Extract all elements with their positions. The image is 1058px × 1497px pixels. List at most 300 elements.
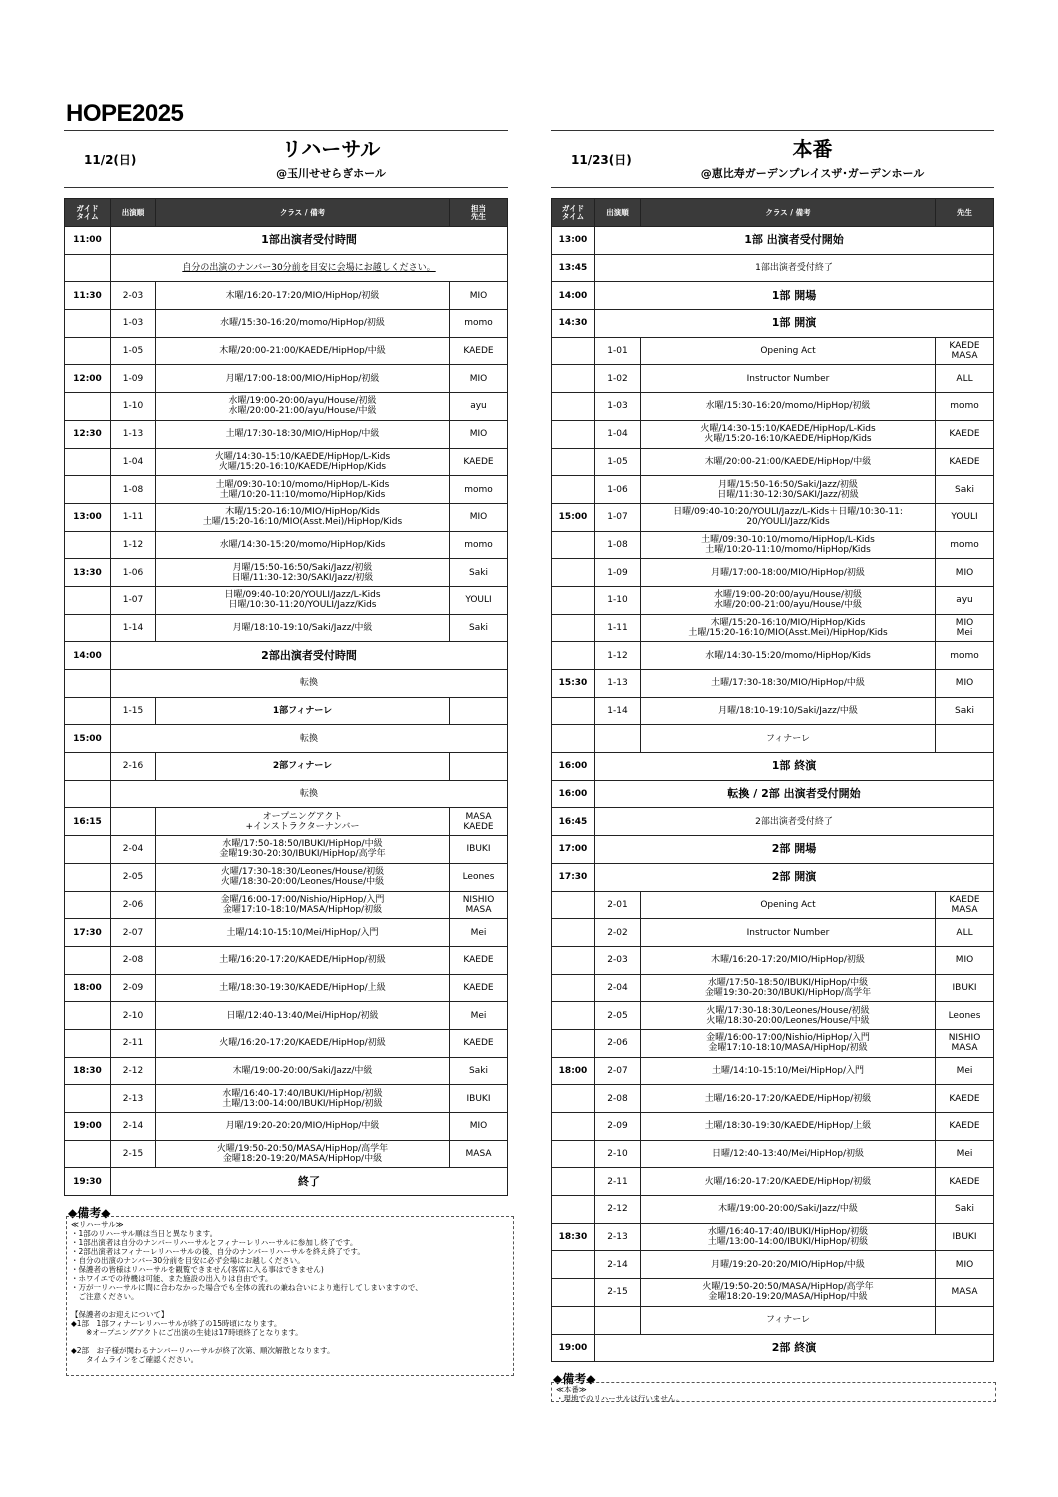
order-cell: 1-09 (111, 365, 156, 393)
table-row (65, 697, 508, 725)
table-row (65, 337, 508, 365)
order-cell: 1-04 (595, 420, 641, 448)
class-cell: 木曜/15:20-16:10/MIO/HipHop/Kids 土曜/15:20-16:10/MIO(Asst.Mei)/HipHop/Kids (156, 503, 450, 531)
class-cell: 火曜/14:30-15:10/KAEDE/HipHop/L-Kids 火曜/15:20-16:10/KAEDE/HipHop/Kids (641, 420, 936, 448)
table-row (65, 310, 508, 338)
teacher-cell: MIO (936, 670, 994, 698)
class-cell: 木曜/16:20-17:20/MIO/HipHop/初級 (156, 282, 450, 310)
teacher-cell: MIO (450, 420, 508, 448)
table-row (65, 642, 508, 670)
class-cell: 水曜/17:50-18:50/IBUKI/HipHop/中級 金曜19:30-20:30/IBUKI/HipHop/高学年 (641, 974, 936, 1002)
class-cell: 火曜/16:20-17:20/KAEDE/HipHop/初級 (641, 1168, 936, 1196)
table-row (65, 282, 508, 310)
rehearsal-notes: ≪リハーサル≫ ・1部のリハーサル順は当日と異なります。 ・1部出演者は自分のナンバーリハーサルとフィナーレリハーサルに参加し終了です。 ・2部出演者はフィナーレリハーサルの後、自分のナンバーリハーサルを終え終了です。 ・自分の出演のナンバー30分前を目安に必ず会場にお越しください。 ・保護者の皆様はリハーサルを観覧できません(客席に入る事はできません) ・ホワイエでの待機は可能、また施設の出入りは自由です。 ・万が一リハーサルに間に合わなかった場合でも全体の流れの兼ね合いにより進行してしまいますので、 ご注意ください。 【保護者のお迎えについて】 ◆1部 1部フィナーレリハーサルが終了の15時頃になります。 ※オープニングアクトにご出演の生徒は17時頃終了となります。 ◆2部 お子様が関わるナンバーリハーサルが終了次第、順次解散となります。 タイムラインをご確認ください。 (66, 1216, 514, 1376)
time-cell (65, 614, 111, 642)
table-row (552, 254, 994, 282)
time-cell (552, 974, 595, 1002)
teacher-cell: KAEDE (936, 448, 994, 476)
order-cell: 2-11 (595, 1168, 641, 1196)
class-cell: 月曜/15:50-16:50/Saki/Jazz/初級 日曜/11:30-12:30/SAKI/Jazz/初級 (156, 559, 450, 587)
event-cell: 転換 (111, 670, 508, 698)
class-cell: 土曜/16:20-17:20/KAEDE/HipHop/初級 (641, 1085, 936, 1113)
order-cell: 1-09 (595, 559, 641, 587)
table-row (65, 393, 508, 421)
order-cell: 2-07 (111, 919, 156, 947)
class-cell: 水曜/15:30-16:20/momo/HipHop/初級 (641, 393, 936, 421)
teacher-cell: Saki (936, 476, 994, 504)
table-row (552, 974, 994, 1002)
class-cell: 木曜/15:20-16:10/MIO/HipHop/Kids 土曜/15:20-16:10/MIO(Asst.Mei)/HipHop/Kids (641, 614, 936, 642)
table-row (65, 227, 508, 255)
rehearsal-header (64, 130, 508, 188)
table-row (65, 1140, 508, 1168)
table-row (65, 503, 508, 531)
time-cell (65, 1002, 111, 1030)
time-cell (552, 1279, 595, 1307)
table-row (552, 1196, 994, 1224)
teacher-cell: KAEDE (936, 420, 994, 448)
class-cell: 火曜/17:30-18:30/Leones/House/初級 火曜/18:30-20:00/Leones/House/中級 (641, 1002, 936, 1030)
table-row (65, 559, 508, 587)
table-row (552, 586, 994, 614)
order-cell: 2-06 (111, 891, 156, 919)
table-row (65, 420, 508, 448)
teacher-cell: momo (936, 642, 994, 670)
time-cell: 19:00 (65, 1113, 111, 1141)
teacher-cell (450, 753, 508, 781)
time-cell (552, 1196, 595, 1224)
time-cell (552, 559, 595, 587)
order-cell: 2-08 (111, 946, 156, 974)
header-guide-time: ガイド タイム (552, 199, 595, 227)
class-cell: 木曜/16:20-17:20/MIO/HipHop/初級 (641, 946, 936, 974)
time-cell (552, 1140, 595, 1168)
order-cell: 2-14 (111, 1113, 156, 1141)
event-cell: 2部 開演 (595, 863, 994, 891)
class-cell: 月曜/17:00-18:00/MIO/HipHop/初級 (156, 365, 450, 393)
rehearsal-schedule-table (64, 198, 508, 1196)
header-class: クラス / 備考 (641, 199, 936, 227)
order-cell: 2-03 (595, 946, 641, 974)
time-cell: 17:30 (552, 863, 595, 891)
time-cell (65, 780, 111, 808)
time-cell (65, 310, 111, 338)
teacher-cell: momo (450, 310, 508, 338)
order-cell: 2-16 (111, 753, 156, 781)
table-row (65, 1057, 508, 1085)
class-cell: 木曜/19:00-20:00/Saki/Jazz/中級 (156, 1057, 450, 1085)
time-cell (65, 448, 111, 476)
event-cell: 1部出演者受付終了 (595, 254, 994, 282)
time-cell (65, 393, 111, 421)
class-cell: 火曜/17:30-18:30/Leones/House/初級 火曜/18:30-20:00/Leones/House/中級 (156, 863, 450, 891)
order-cell: 1-01 (595, 337, 641, 365)
table-row (552, 808, 994, 836)
time-cell (65, 1140, 111, 1168)
time-cell: 13:00 (552, 227, 595, 255)
time-cell (65, 670, 111, 698)
teacher-cell: MASA (450, 1140, 508, 1168)
order-cell: 1-05 (111, 337, 156, 365)
class-cell: 木曜/19:00-20:00/Saki/Jazz/中級 (641, 1196, 936, 1224)
table-row (552, 559, 994, 587)
class-cell: 土曜/17:30-18:30/MIO/HipHop/中級 (156, 420, 450, 448)
teacher-cell: KAEDE (450, 448, 508, 476)
table-row (65, 254, 508, 282)
event-cell: 転換 (111, 780, 508, 808)
time-cell: 14:00 (65, 642, 111, 670)
teacher-cell: momo (450, 476, 508, 504)
time-cell (65, 697, 111, 725)
table-row (65, 974, 508, 1002)
time-cell: 19:30 (65, 1168, 111, 1196)
time-cell (552, 1251, 595, 1279)
event-cell: 1部 出演者受付開始 (595, 227, 994, 255)
teacher-cell: NISHIO MASA (450, 891, 508, 919)
time-cell: 13:30 (65, 559, 111, 587)
class-cell: 土曜/14:10-15:10/Mei/HipHop/入門 (641, 1057, 936, 1085)
class-cell: 日曜/12:40-13:40/Mei/HipHop/初級 (156, 1002, 450, 1030)
order-cell (111, 808, 156, 836)
table-row (65, 891, 508, 919)
time-cell: 12:30 (65, 420, 111, 448)
teacher-cell: Saki (450, 559, 508, 587)
teacher-cell: MIO (936, 1251, 994, 1279)
class-cell: 月曜/17:00-18:00/MIO/HipHop/初級 (641, 559, 936, 587)
class-cell: 月曜/18:10-19:10/Saki/Jazz/中級 (641, 697, 936, 725)
teacher-cell: Mei (936, 1057, 994, 1085)
time-cell: 18:30 (552, 1223, 595, 1251)
table-row (552, 946, 994, 974)
table-row (65, 448, 508, 476)
teacher-cell: YOULI (450, 586, 508, 614)
table-row (552, 891, 994, 919)
table-row (552, 1334, 994, 1362)
order-cell: 1-15 (111, 697, 156, 725)
class-cell: 水曜/16:40-17:40/IBUKI/HipHop/初級 土曜/13:00-14:00/IBUKI/HipHop/初級 (156, 1085, 450, 1113)
order-cell: 2-04 (111, 836, 156, 864)
teacher-cell: NISHIO MASA (936, 1029, 994, 1057)
teacher-cell: MIO (450, 1113, 508, 1141)
class-cell: 木曜/20:00-21:00/KAEDE/HipHop/中級 (156, 337, 450, 365)
class-cell: 日曜/09:40-10:20/YOULI/Jazz/L-Kids＋日曜/10:30-11: 20/YOULI/Jazz/Kids (641, 503, 936, 531)
time-cell: 16:00 (552, 780, 595, 808)
table-row (552, 393, 994, 421)
teacher-cell: IBUKI (936, 974, 994, 1002)
event-cell: 1部 開場 (595, 282, 994, 310)
table-row (552, 1140, 994, 1168)
time-cell (65, 1085, 111, 1113)
table-row (65, 1085, 508, 1113)
class-cell: 火曜/14:30-15:10/KAEDE/HipHop/L-Kids 火曜/15:20-16:10/KAEDE/HipHop/Kids (156, 448, 450, 476)
class-cell: 土曜/09:30-10:10/momo/HipHop/L-Kids 土曜/10:20-11:10/momo/HipHop/Kids (156, 476, 450, 504)
time-cell (552, 1113, 595, 1141)
header-order: 出演順 (111, 199, 156, 227)
rehearsal-notes-title: ◆備考◆ (68, 1206, 111, 1220)
class-cell: 火曜/19:50-20:50/MASA/HipHop/高学年 金曜18:20-19:20/MASA/HipHop/中級 (156, 1140, 450, 1168)
teacher-cell: ayu (936, 586, 994, 614)
event-cell: 1部 終演 (595, 753, 994, 781)
table-row (552, 365, 994, 393)
time-cell (65, 531, 111, 559)
table-row (65, 808, 508, 836)
time-cell: 15:00 (65, 725, 111, 753)
table-row (65, 780, 508, 808)
teacher-cell: MIO (936, 559, 994, 587)
teacher-cell: momo (450, 531, 508, 559)
teacher-cell: Saki (936, 697, 994, 725)
time-cell (65, 863, 111, 891)
teacher-cell: KAEDE (936, 1085, 994, 1113)
time-cell (552, 365, 595, 393)
teacher-cell: IBUKI (450, 836, 508, 864)
time-cell: 12:00 (65, 365, 111, 393)
table-row (552, 697, 994, 725)
teacher-cell: KAEDE (450, 946, 508, 974)
time-cell: 11:30 (65, 282, 111, 310)
show-date: 11/23(日) (571, 153, 632, 167)
time-cell (552, 337, 595, 365)
teacher-cell: KAEDE (936, 1113, 994, 1141)
teacher-cell: Leones (936, 1002, 994, 1030)
event-cell: 2部出演者受付終了 (595, 808, 994, 836)
class-cell: 月曜/19:20-20:20/MIO/HipHop/中級 (156, 1113, 450, 1141)
order-cell: 2-12 (111, 1057, 156, 1085)
time-cell (552, 586, 595, 614)
show-header (551, 130, 994, 188)
order-cell: 2-06 (595, 1029, 641, 1057)
table-row (552, 780, 994, 808)
teacher-cell: momo (936, 531, 994, 559)
table-row (552, 1057, 994, 1085)
table-row (65, 863, 508, 891)
class-cell: 日曜/09:40-10:20/YOULI/Jazz/L-Kids 日曜/10:30-11:20/YOULI/Jazz/Kids (156, 586, 450, 614)
order-cell: 2-15 (111, 1140, 156, 1168)
teacher-cell: Saki (450, 614, 508, 642)
order-cell: 2-13 (111, 1085, 156, 1113)
table-row (552, 863, 994, 891)
class-cell: Opening Act (641, 337, 936, 365)
table-row (65, 946, 508, 974)
order-cell: 2-10 (111, 1002, 156, 1030)
class-cell: 日曜/12:40-13:40/Mei/HipHop/初級 (641, 1140, 936, 1168)
order-cell: 1-13 (111, 420, 156, 448)
time-cell: 18:30 (65, 1057, 111, 1085)
teacher-cell: Mei (450, 1002, 508, 1030)
header-order: 出演順 (595, 199, 641, 227)
order-cell: 2-03 (111, 282, 156, 310)
time-cell: 16:00 (552, 753, 595, 781)
class-cell: 水曜/19:00-20:00/ayu/House/初級 水曜/20:00-21:00/ayu/House/中級 (156, 393, 450, 421)
time-cell (65, 254, 111, 282)
order-cell: 2-07 (595, 1057, 641, 1085)
order-cell: 2-13 (595, 1223, 641, 1251)
time-cell (552, 891, 595, 919)
table-row (65, 586, 508, 614)
teacher-cell: IBUKI (450, 1085, 508, 1113)
order-cell: 2-01 (595, 891, 641, 919)
show-title: 本番 (792, 137, 833, 161)
table-row (552, 503, 994, 531)
order-cell: 1-14 (111, 614, 156, 642)
table-row (65, 1113, 508, 1141)
table-row (552, 337, 994, 365)
table-row (552, 614, 994, 642)
teacher-cell: Saki (936, 1196, 994, 1224)
rehearsal-venue: @玉川せせらぎホール (276, 167, 386, 180)
table-row (552, 1085, 994, 1113)
time-cell (65, 476, 111, 504)
time-cell: 17:30 (65, 919, 111, 947)
event-cell: 1部出演者受付時間 (111, 227, 508, 255)
teacher-cell: IBUKI (936, 1223, 994, 1251)
order-cell: 1-08 (595, 531, 641, 559)
class-cell: 月曜/15:50-16:50/Saki/Jazz/初級 日曜/11:30-12:30/SAKI/Jazz/初級 (641, 476, 936, 504)
show-notes-title: ◆備考◆ (553, 1372, 596, 1386)
teacher-cell (450, 697, 508, 725)
table-header-row (552, 199, 994, 227)
time-cell (552, 393, 595, 421)
table-row (552, 476, 994, 504)
table-row (552, 310, 994, 338)
rehearsal-panel (64, 130, 508, 1196)
table-row (552, 670, 994, 698)
teacher-cell: KAEDE (450, 337, 508, 365)
time-cell: 18:00 (65, 974, 111, 1002)
table-row (65, 1029, 508, 1057)
class-cell: 火曜/19:50-20:50/MASA/HipHop/高学年 金曜18:20-19:20/MASA/HipHop/中級 (641, 1279, 936, 1307)
order-cell: 1-07 (111, 586, 156, 614)
order-cell: 1-12 (111, 531, 156, 559)
class-cell: Instructor Number (641, 919, 936, 947)
teacher-cell: Mei (936, 1140, 994, 1168)
teacher-cell: KAEDE MASA (936, 337, 994, 365)
order-cell: 1-11 (111, 503, 156, 531)
class-cell: 水曜/14:30-15:20/momo/HipHop/Kids (641, 642, 936, 670)
table-row (65, 753, 508, 781)
class-cell: 水曜/17:50-18:50/IBUKI/HipHop/中級 金曜19:30-20:30/IBUKI/HipHop/高学年 (156, 836, 450, 864)
order-cell: 1-03 (595, 393, 641, 421)
table-row (65, 1002, 508, 1030)
time-cell (552, 420, 595, 448)
class-cell: 水曜/19:00-20:00/ayu/House/初級 水曜/20:00-21:00/ayu/House/中級 (641, 586, 936, 614)
time-cell (552, 476, 595, 504)
event-cell: 転換 / 2部 出演者受付開始 (595, 780, 994, 808)
table-row (65, 365, 508, 393)
table-row (552, 753, 994, 781)
rehearsal-date: 11/2(日) (84, 153, 137, 167)
teacher-cell: YOULI (936, 503, 994, 531)
table-row (552, 1279, 994, 1307)
show-panel (551, 130, 994, 1362)
time-cell (552, 725, 595, 753)
order-cell: 1-05 (595, 448, 641, 476)
order-cell: 1-11 (595, 614, 641, 642)
class-cell: 土曜/18:30-19:30/KAEDE/HipHop/上級 (156, 974, 450, 1002)
class-cell: 火曜/16:20-17:20/KAEDE/HipHop/初級 (156, 1029, 450, 1057)
time-cell: 17:00 (552, 836, 595, 864)
order-cell: 1-06 (111, 559, 156, 587)
time-cell: 19:00 (552, 1334, 595, 1362)
order-cell: 2-09 (595, 1113, 641, 1141)
table-row (552, 1113, 994, 1141)
table-row (552, 420, 994, 448)
teacher-cell: MASA KAEDE (450, 808, 508, 836)
order-cell: 1-03 (111, 310, 156, 338)
class-cell: 1部フィナーレ (156, 697, 450, 725)
class-cell: 金曜/16:00-17:00/Nishio/HipHop/入門 金曜17:10-18:10/MASA/HipHop/初級 (156, 891, 450, 919)
order-cell: 1-10 (111, 393, 156, 421)
class-cell: 金曜/16:00-17:00/Nishio/HipHop/入門 金曜17:10-18:10/MASA/HipHop/初級 (641, 1029, 936, 1057)
teacher-cell: ayu (450, 393, 508, 421)
table-row (552, 1223, 994, 1251)
event-cell: 自分の出演のナンバー30分前を目安に会場にお越しください。 (111, 254, 508, 282)
table-row (552, 1002, 994, 1030)
table-row (65, 614, 508, 642)
time-cell: 13:45 (552, 254, 595, 282)
time-cell: 16:45 (552, 808, 595, 836)
order-cell (595, 725, 641, 753)
time-cell (552, 1002, 595, 1030)
time-cell: 13:00 (65, 503, 111, 531)
teacher-cell: ALL (936, 919, 994, 947)
order-cell: 1-08 (111, 476, 156, 504)
table-header-row (65, 199, 508, 227)
teacher-cell: MIO (450, 503, 508, 531)
class-cell: オープニングアクト +インストラクターナンバー (156, 808, 450, 836)
order-cell: 2-09 (111, 974, 156, 1002)
teacher-cell: MIO (450, 282, 508, 310)
class-cell: Opening Act (641, 891, 936, 919)
event-cell: 2部 開場 (595, 836, 994, 864)
show-schedule-table (551, 198, 994, 1362)
order-cell: 1-07 (595, 503, 641, 531)
document-title: HOPE2025 (66, 100, 184, 127)
teacher-cell: Leones (450, 863, 508, 891)
class-cell: 土曜/14:10-15:10/Mei/HipHop/入門 (156, 919, 450, 947)
teacher-cell: KAEDE MASA (936, 891, 994, 919)
class-cell: 月曜/18:10-19:10/Saki/Jazz/中級 (156, 614, 450, 642)
order-cell: 1-10 (595, 586, 641, 614)
header-teacher: 担当 先生 (450, 199, 508, 227)
time-cell (552, 946, 595, 974)
order-cell: 1-04 (111, 448, 156, 476)
table-row (552, 282, 994, 310)
time-cell (65, 1029, 111, 1057)
event-cell: 転換 (111, 725, 508, 753)
table-row (552, 531, 994, 559)
class-cell: 月曜/19:20-20:20/MIO/HipHop/中級 (641, 1251, 936, 1279)
class-cell: フィナーレ (641, 1306, 936, 1334)
time-cell (552, 614, 595, 642)
class-cell: 土曜/16:20-17:20/KAEDE/HipHop/初級 (156, 946, 450, 974)
event-cell: 2部出演者受付時間 (111, 642, 508, 670)
time-cell: 14:00 (552, 282, 595, 310)
time-cell: 15:00 (552, 503, 595, 531)
class-cell: 水曜/15:30-16:20/momo/HipHop/初級 (156, 310, 450, 338)
order-cell: 1-02 (595, 365, 641, 393)
teacher-cell: momo (936, 393, 994, 421)
table-row (65, 836, 508, 864)
order-cell: 1-14 (595, 697, 641, 725)
time-cell: 16:15 (65, 808, 111, 836)
order-cell (595, 1306, 641, 1334)
class-cell: 木曜/20:00-21:00/KAEDE/HipHop/中級 (641, 448, 936, 476)
order-cell: 2-05 (111, 863, 156, 891)
table-row (65, 531, 508, 559)
class-cell: 水曜/14:30-15:20/momo/HipHop/Kids (156, 531, 450, 559)
event-cell: 1部 開演 (595, 310, 994, 338)
